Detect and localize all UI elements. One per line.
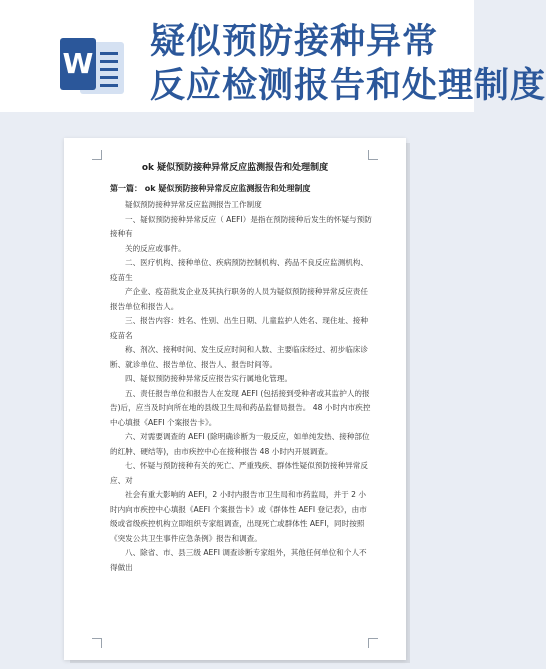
paragraph: 称、剂次、接种时间、发生反应时间和人数、主要临床经过、初步临床诊断、就诊单位、报告单位、报告人、报告时间等。 (110, 345, 368, 369)
paragraph: 疑似预防接种异常反应监测报告工作制度 (125, 200, 262, 209)
paragraph: 六、对需要调查的 AEFI (除明确诊断为一般反应，如单纯发热、接种部位的红肿、硬结等)，由市疾控中心在接种报告 48 小时内开展调查。 (110, 432, 370, 456)
crop-mark-top-left (92, 150, 102, 160)
paragraph: 关的反应或事件。 (125, 243, 186, 253)
crop-mark-bottom-left (92, 638, 102, 648)
banner-title-line-1: 疑似预防接种异常 (150, 22, 439, 62)
paragraph: 四、疑似预防接种异常反应报告实行属地化管理。 (125, 374, 293, 383)
document-title: ok 疑似预防接种异常反应监测报告和处理制度 (141, 163, 329, 173)
banner-title (150, 20, 546, 108)
paragraph: 二、医疗机构、接种单位、疾病预防控制机构、药品不良反应监测机构、疫苗生 (110, 258, 368, 282)
word-document-icon (60, 38, 126, 94)
paragraph: 三、报告内容：姓名、性别、出生日期、儿童监护人姓名、现住址、接种疫苗名 (110, 316, 368, 340)
section-heading: 第一篇： ok 疑似预防接种异常反应监测报告和处理制度 (110, 184, 311, 193)
document-body (110, 198, 372, 575)
crop-mark-top-right (368, 150, 378, 160)
paragraph: 五、责任报告单位和报告人在发现 AEFI (包括接到受种者或其监护人的报告)后，应当及时向所在地的县级卫生局和药品监督局报告。 48 小时内市疾控中心填报《AEFI 个案报告卡》。 (110, 388, 371, 427)
paragraph: 产企业、疫苗批发企业及其执行职务的人员为疑似预防接种异常反应责任报告单位和报告人。 (110, 287, 368, 311)
crop-mark-bottom-right (368, 638, 378, 648)
page-banner (0, 0, 546, 112)
paragraph: 八、除省、市、县三级 AEFI 调查诊断专家组外，其他任何单位和个人不得做出 (110, 548, 367, 572)
paragraph: 一、疑似预防接种异常反应（ AEFI）是指在预防接种后发生的怀疑与预防接种有 (110, 214, 372, 238)
paragraph: 社会有重大影响的 AEFI，2 小时内报告市卫生局和市药监局，并于 2 小时内向市疾控中心填报《AEFI 个案报告卡》或《群体性 AEFI 登记表》，由市级或省级疾控机构立即组织专家组调查，出现死亡或群体性 AEFI，同时按照《突发公共卫生事件应急条例》报告和调查。 (110, 490, 367, 543)
document-page (64, 138, 406, 660)
paragraph: 七、怀疑与预防接种有关的死亡、严重残疾、群体性疑似预防接种异常反应、对 (110, 461, 368, 485)
word-logo-letter: W (60, 38, 96, 90)
banner-title-line-2: 反应检测报告和处理制度 (150, 66, 546, 106)
